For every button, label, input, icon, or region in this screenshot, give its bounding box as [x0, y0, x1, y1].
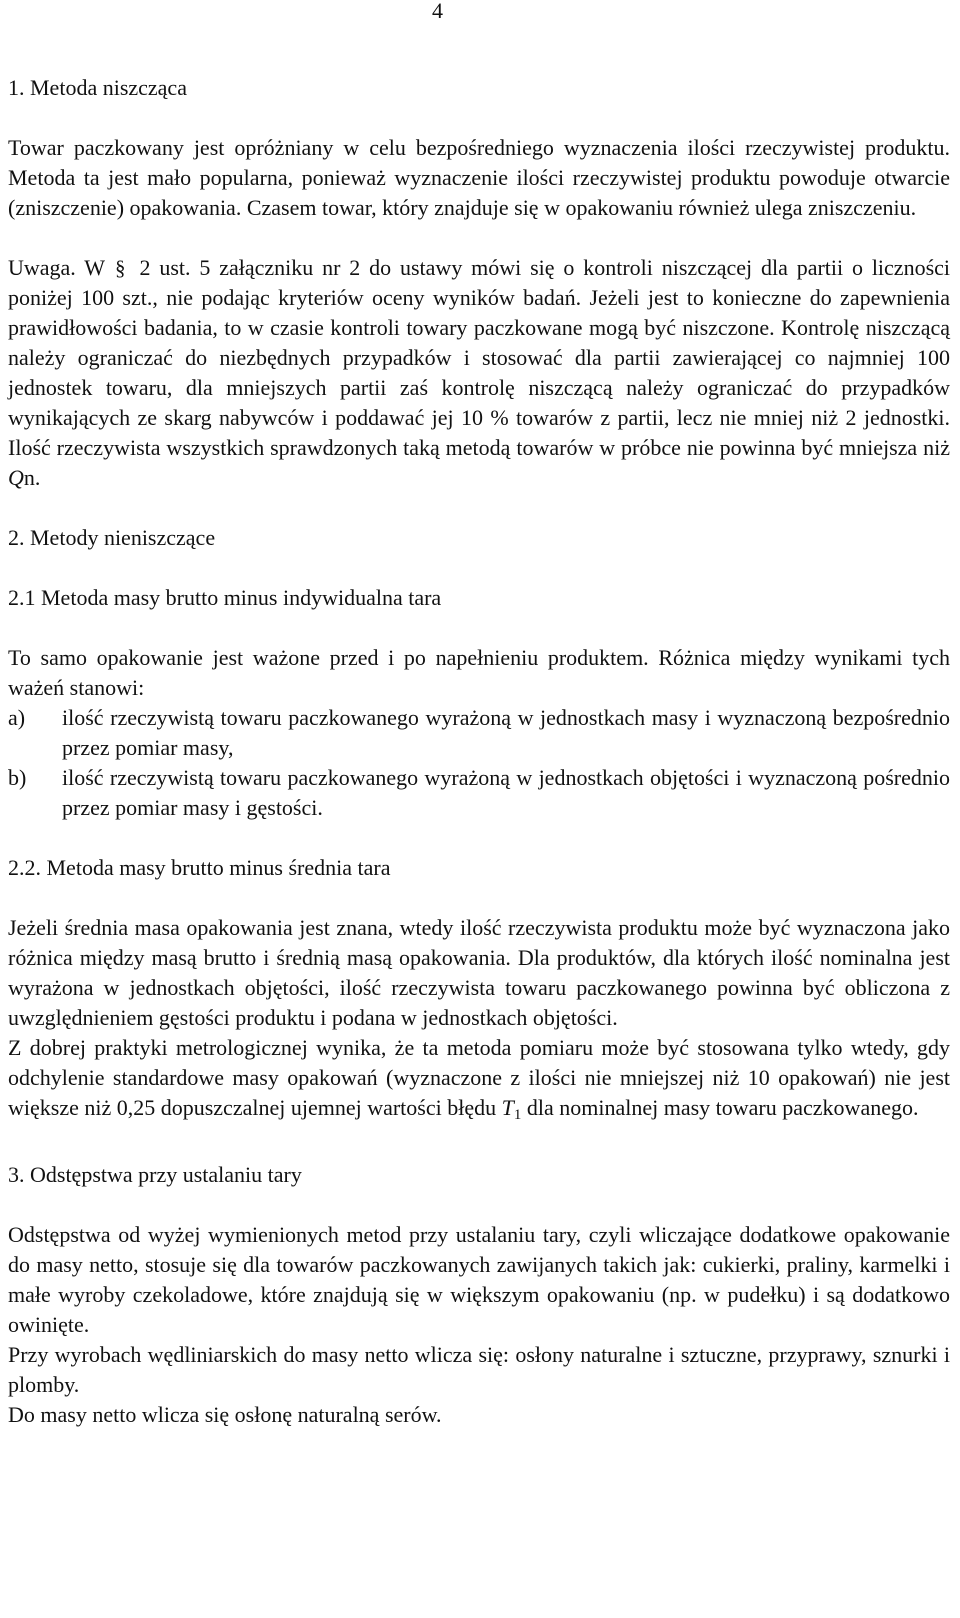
section-1-heading: 1. Metoda niszcząca [8, 75, 187, 100]
list-item [8, 703, 950, 763]
note-lead: Uwaga. W [8, 255, 106, 280]
note-end: n. [23, 465, 41, 490]
section-2-2-paragraph-1: Jeżeli średnia masa opakowania jest znana, wtedy ilość rzeczywista produktu może być wyznaczona jako różnica między masą brutto i średnią masą opakowania. Dla produktów, dla których ilość nominalna jest wyrażona w jednostkach objętości, ilość rzeczywista towaru paczkowanego powinna być obliczona z uwzględnieniem gęstości produktu i podana w jednostkach objętości. [8, 915, 950, 1030]
section-3-paragraph-1: Odstępstwa od wyżej wymienionych metod przy ustalaniu tary, czyli wliczające dodatkowe opakowanie do masy netto, stosuje się dla towarów paczkowanych zawijanych takich jak: cukierki, praliny, karmelki i małe wyroby czekoladowe, które znajdują się w większym opakowaniu (np. w pudełku) i są dodatkowo owinięte. [8, 1222, 950, 1337]
paragraph-text-end: dla nominalnej masy towaru paczkowanego. [521, 1095, 919, 1120]
section-sign: § [115, 256, 126, 280]
paragraph-text: Z dobrej praktyki metrologicznej wynika, że ta metoda pomiaru może być stosowana tylko wtedy, gdy odchylenie standardowe masy opakowań (wyznaczone z ilości nie mniejszej niż 10 opakowań) nie jest większe niż 0,25 dopuszczalnej ujemnej wartości błędu [8, 1035, 950, 1120]
section-2-1-paragraph: To samo opakowanie jest ważone przed i po napełnieniu produktem. Różnica między wynikami tych ważeń stanowi: [8, 645, 950, 700]
section-3-paragraph-3: Do masy netto wlicza się osłonę naturalną serów. [8, 1402, 442, 1427]
list-text: ilość rzeczywistą towaru paczkowanego wyrażoną w jednostkach objętości i wyznaczoną pośrednio przez pomiar masy i gęstości. [62, 765, 950, 820]
list-marker: a) [8, 705, 26, 730]
list-text: ilość rzeczywistą towaru paczkowanego wyrażoną w jednostkach masy i wyznaczoną bezpośrednio przez pomiar masy, [62, 705, 950, 760]
section-2-1-heading: 2.1 Metoda masy brutto minus indywidualna tara [8, 585, 442, 610]
list-marker: b) [8, 765, 27, 790]
section-3-paragraph-2: Przy wyrobach wędliniarskich do masy netto wlicza się: osłony naturalne i sztuczne, przyprawy, sznurki i plomby. [8, 1342, 950, 1397]
section-1-note [8, 253, 950, 493]
t-symbol: T [501, 1095, 514, 1120]
page-number: 4 [432, 0, 443, 23]
section-2-heading: 2. Metody nieniszczące [8, 525, 216, 550]
section-1-paragraph: Towar paczkowany jest opróżniany w celu bezpośredniego wyznaczenia ilości rzeczywistej produktu. Metoda ta jest mało popularna, ponieważ wyznaczenie ilości rzeczywistej produktu powoduje otwarcie (zniszczenie) opakowania. Czasem towar, który znajduje się w opakowaniu również ulega zniszczeniu. [8, 135, 950, 220]
note-q-symbol: Q [8, 465, 24, 490]
t-subscript: 1 [513, 1107, 522, 1123]
section-3-heading: 3. Odstępstwa przy ustalaniu tary [8, 1162, 302, 1187]
section-2-2-heading: 2.2. Metoda masy brutto minus średnia tara [8, 855, 391, 880]
list-item [8, 763, 950, 823]
document-body [8, 73, 950, 1430]
note-body: 2 ust. 5 załączniku nr 2 do ustawy mówi się o kontroli niszczącej dla partii o liczności poniżej 100 szt., nie podając kryteriów oceny wyników badań. Jeżeli jest to konieczne do zapewnienia prawidłowości badania, to w czasie kontroli towary paczkowane mogą być niszczone. Kontrolę niszczącą należy ograniczać do niezbędnych przypadków i stosować dla partii zawierającej co najmniej 100 jednostek towaru, dla mniejszych partii zaś kontrolę niszczącą należy ograniczać do przypadków wynikających ze skarg nabywców i poddawać jej 10 % towarów z partii, lecz nie mniej niż 2 jednostki. Ilość rzeczywista wszystkich sprawdzonych taką metodą towarów w próbce nie powinna być mniejsza niż [8, 255, 951, 460]
section-2-2-paragraph-2 [8, 1033, 950, 1130]
